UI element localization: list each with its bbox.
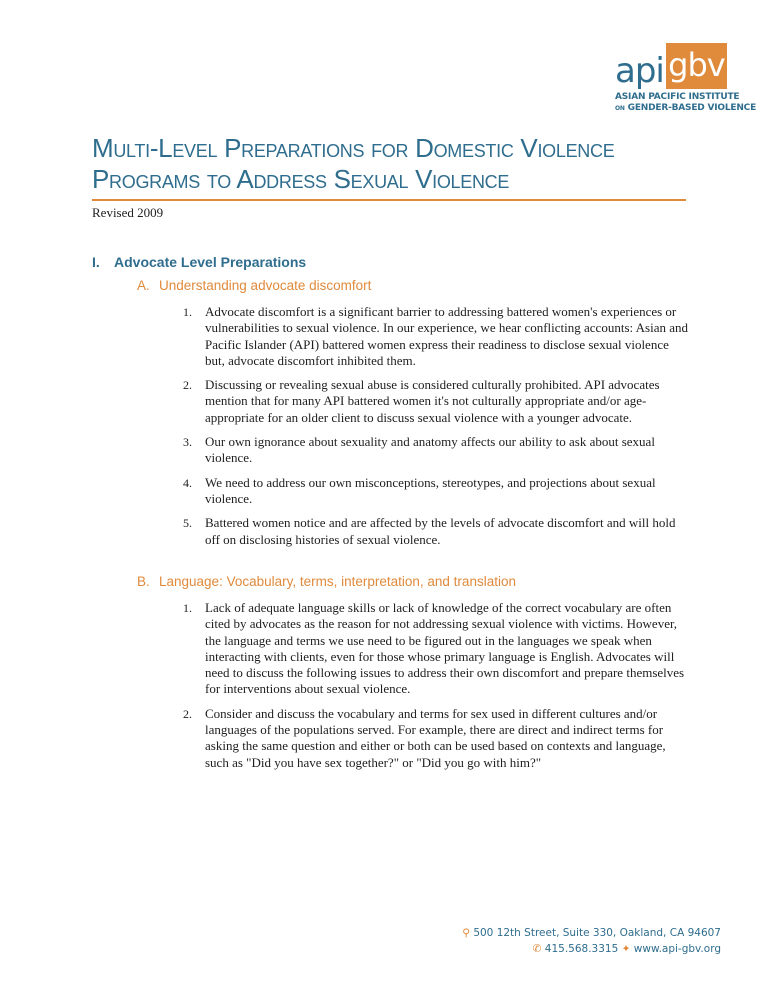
- numbered-list-a: [183, 304, 688, 556]
- footer-address: 500 12th Street, Suite 330, Oakland, CA 94607: [473, 927, 721, 939]
- list-number: 4.: [183, 475, 192, 490]
- subsection-heading-b: [137, 574, 516, 589]
- list-number: 2.: [183, 706, 192, 721]
- footer-website[interactable]: www.api-gbv.org: [633, 943, 721, 955]
- subsection-title: Understanding advocate discomfort: [159, 278, 372, 293]
- footer-phone: 415.568.3315: [544, 943, 619, 955]
- list-item-text: Discussing or revealing sexual abuse is considered culturally prohibited. API advocates mention that for many API battered women it's not culturally appropriate and/or age-appropriate for an older client to discuss sexual violence with a younger advocate.: [205, 377, 660, 425]
- title-line-1: Multi-Level Preparations for Domestic Violence: [92, 133, 615, 163]
- page-footer: [462, 925, 721, 957]
- title-line-2: Programs to Address Sexual Violence: [92, 164, 510, 194]
- list-number: 2.: [183, 378, 192, 393]
- numbered-list-b: [183, 600, 688, 779]
- list-item-text: We need to address our own misconceptions, stereotypes, and projections about sexual violence.: [205, 474, 656, 506]
- title-divider: [92, 199, 686, 201]
- footer-contact-line: [462, 941, 721, 957]
- subsection-letter: A.: [137, 278, 150, 293]
- section-title: Advocate Level Preparations: [114, 254, 307, 270]
- list-item-text: Battered women notice and are affected by the levels of advocate discomfort and will hold off on disclosing histories of sexual violence.: [205, 515, 676, 547]
- subsection-title: Language: Vocabulary, terms, interpretation, and translation: [159, 574, 516, 589]
- list-item: [183, 304, 688, 369]
- list-item: [183, 515, 688, 548]
- list-item: [183, 706, 688, 771]
- list-number: 1.: [183, 305, 192, 319]
- list-number: 5.: [183, 516, 192, 531]
- document-title: [92, 133, 692, 195]
- subsection-letter: B.: [137, 574, 150, 589]
- list-number: 3.: [183, 435, 192, 450]
- list-item-text: Lack of adequate language skills or lack of knowledge of the correct vocabulary are often cited by advocates as the reason for not addressing sexual violence with victims. However, the language and terms we use need to be figured out in the languages we speak when interacting with clients, even for those whose primary language is English. Advocates will need to discuss the following issues to address their own discomfort and prepare themselves for interventions about sexual violence.: [205, 600, 685, 697]
- list-item: [183, 475, 688, 508]
- logo-subtitle-line1: ASIAN PACIFIC INSTITUTE: [615, 92, 740, 102]
- section-number: I.: [92, 254, 100, 270]
- logo-api-text: api: [615, 51, 664, 91]
- list-item: [183, 377, 688, 426]
- list-item: [183, 600, 688, 698]
- link-icon: ✦: [621, 943, 631, 955]
- list-item-text: Our own ignorance about sexuality and anatomy affects our ability to ask about sexual violence.: [205, 434, 655, 466]
- list-item-text: Advocate discomfort is a significant barrier to addressing battered women's experiences or vulnerabilities to sexual violence. In our experience, we hear conflicting accounts: Asian and Pacific Islander (API) battered women express their readiness to disclose sexual violence but, advocate discomfort inhibited them.: [205, 304, 688, 368]
- phone-icon: ✆: [532, 943, 542, 955]
- organization-logo: [615, 43, 757, 114]
- logo-subtitle-main: GENDER-BASED VIOLENCE: [627, 103, 757, 113]
- section-heading: [92, 254, 306, 270]
- subsection-heading-a: [137, 278, 371, 293]
- location-pin-icon: ⚲: [462, 927, 470, 939]
- logo-subtitle-line2: [615, 103, 757, 114]
- logo-subtitle-prefix: ON: [615, 105, 625, 112]
- list-item-text: Consider and discuss the vocabulary and terms for sex used in different cultures and/or languages of the populations served. For example, there are direct and indirect terms for asking the same question and either or both can be used based on contexts and language, such as "Did you have sex together?" or "Did you go with him?": [205, 705, 666, 770]
- list-number: 1.: [183, 601, 192, 615]
- list-item: [183, 434, 688, 467]
- logo-wordmark: [615, 43, 727, 89]
- revision-date: Revised 2009: [92, 205, 164, 220]
- footer-address-line: [462, 925, 721, 941]
- logo-gbv-box: gbv: [666, 43, 727, 89]
